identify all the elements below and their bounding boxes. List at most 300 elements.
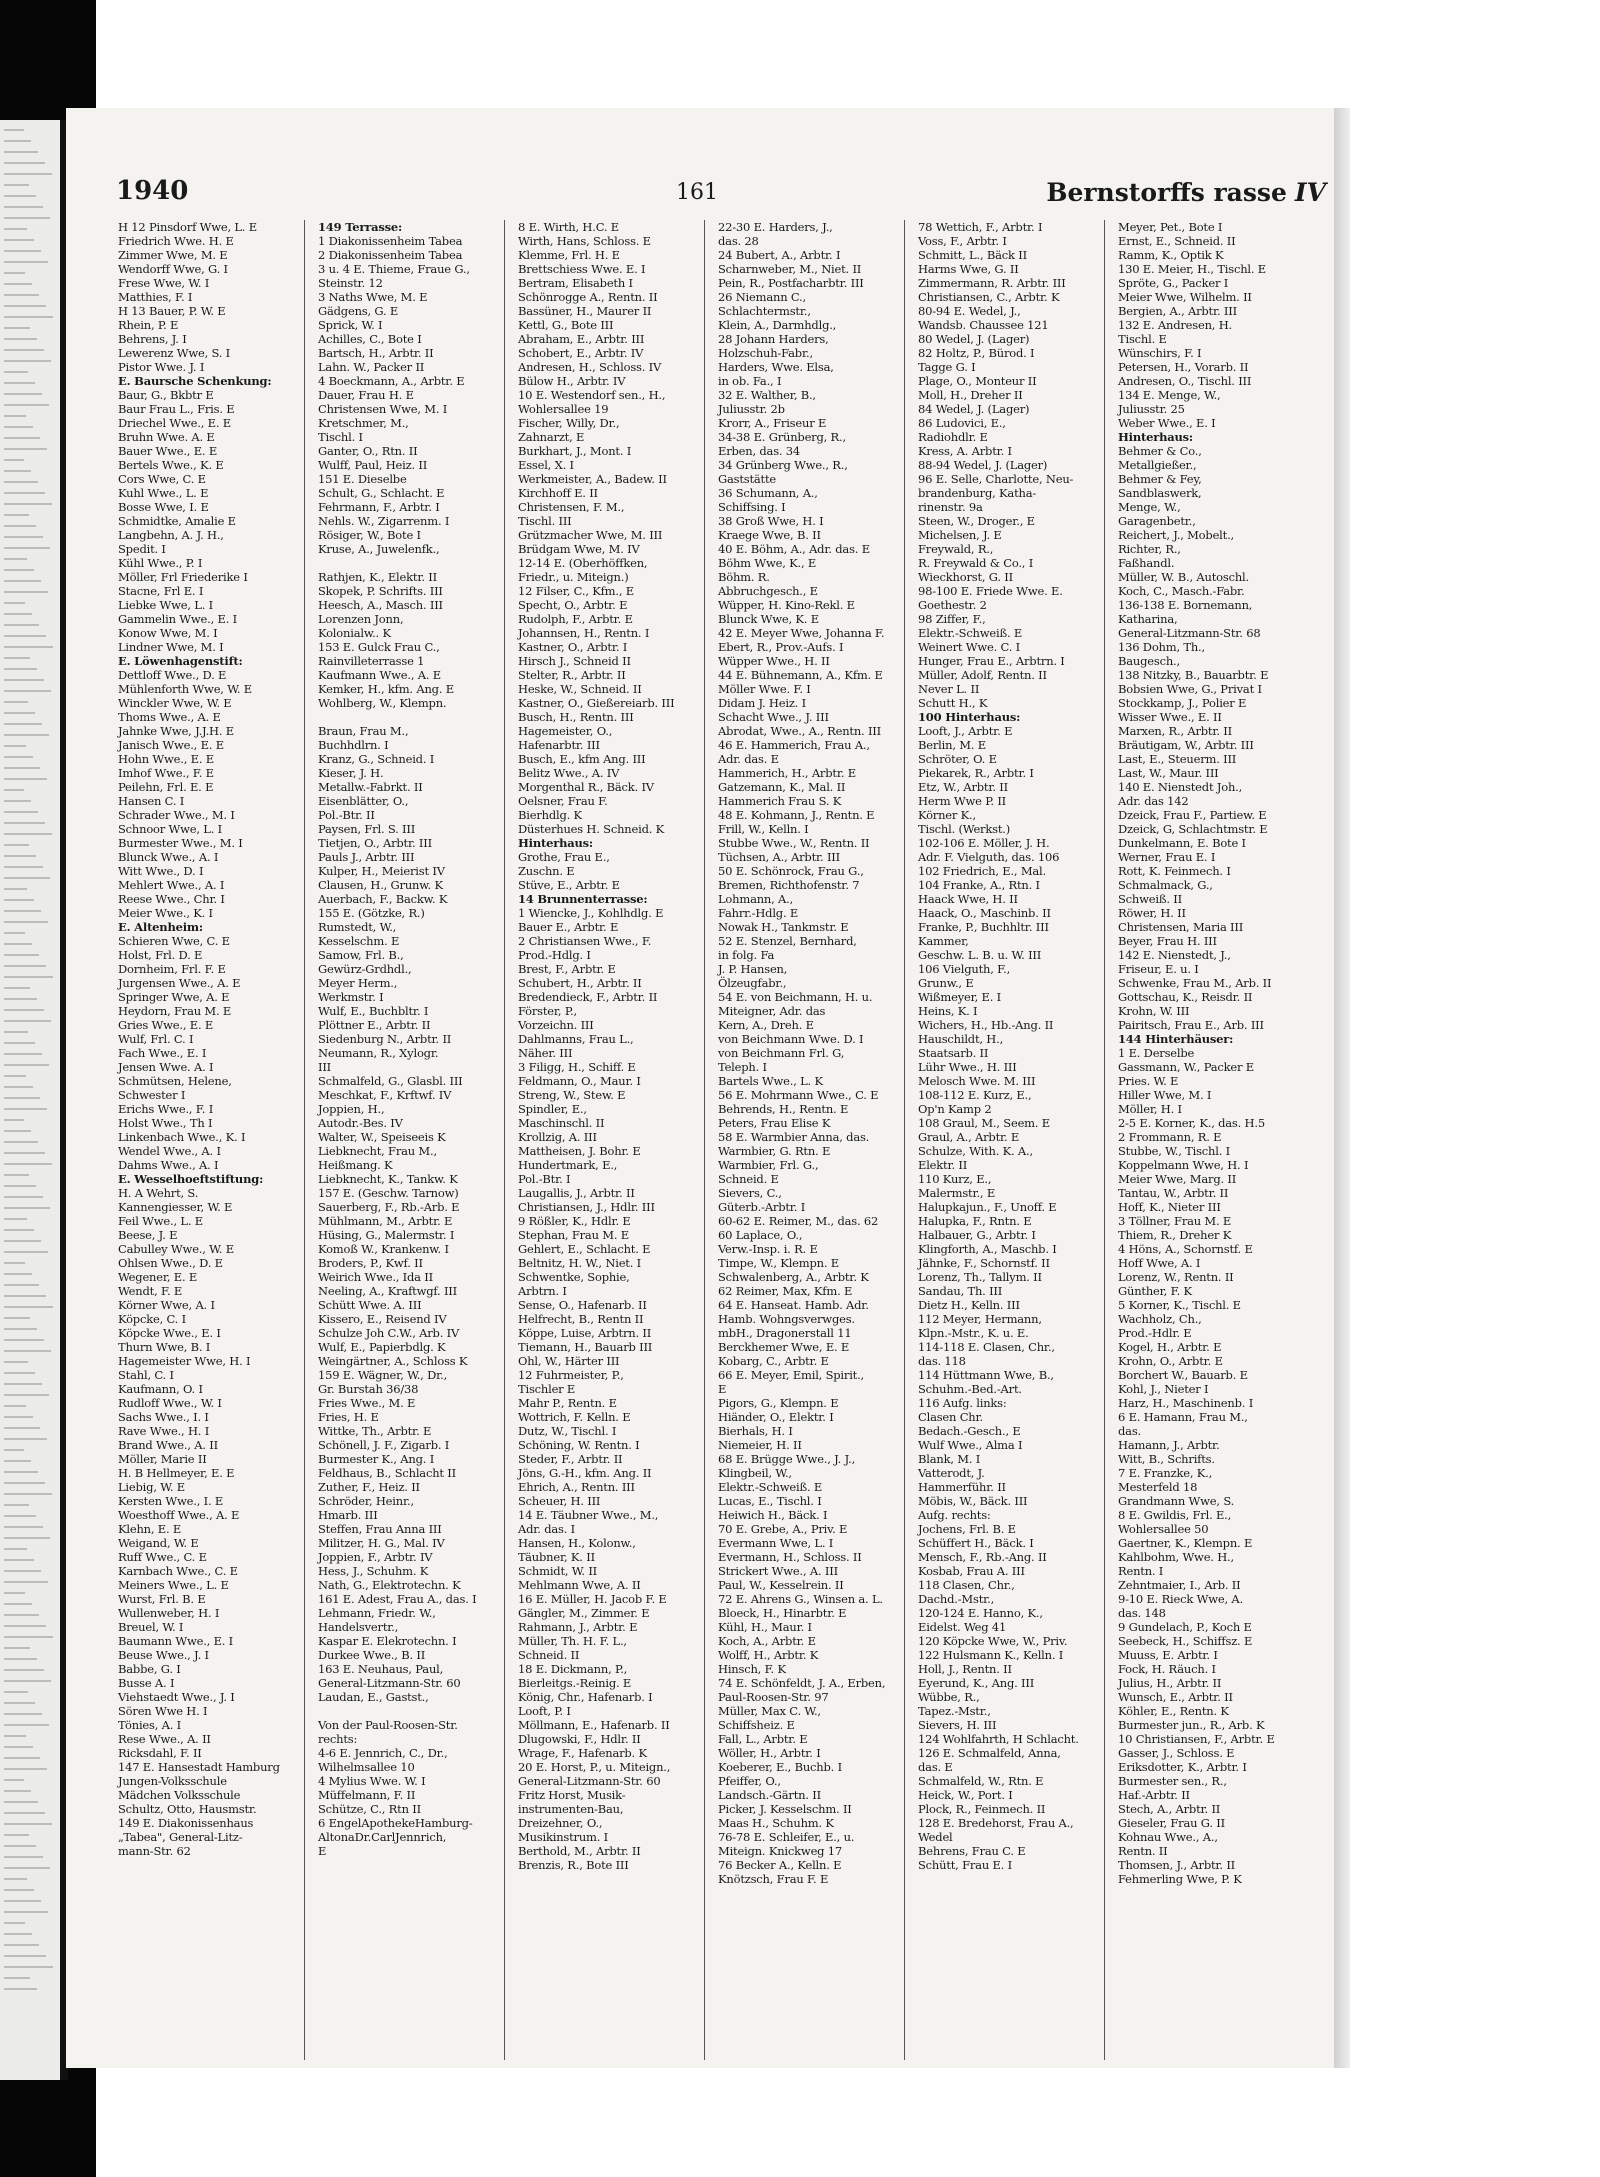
directory-entry: Christensen, Maria III — [1118, 920, 1244, 934]
directory-entry: Gieseler, Frau G. II — [1118, 1816, 1225, 1830]
previous-page-text-line — [4, 140, 31, 142]
previous-page-text-line — [4, 151, 38, 153]
directory-entry: Bremen, Richthofenstr. 7 — [718, 878, 860, 892]
directory-entry: Last, E., Steuerm. III — [1118, 752, 1237, 766]
directory-entry: Schröter, O. E — [918, 752, 997, 766]
previous-page-text-line — [4, 1548, 27, 1550]
previous-page-text-line — [4, 1658, 37, 1660]
previous-page-text-line — [4, 1295, 46, 1297]
directory-entry: Hansen C. I — [118, 794, 185, 808]
previous-page-text-line — [4, 316, 53, 318]
directory-entry: Teleph. I — [718, 1060, 767, 1074]
directory-entry: Steinstr. 12 — [318, 276, 383, 290]
previous-page-text-line — [4, 1867, 50, 1869]
directory-entry: Miteigner, Adr. das — [718, 1004, 826, 1018]
directory-entry: Stubbe Wwe., W., Rentn. II — [718, 836, 870, 850]
directory-entry: Adr. F. Vielguth, das. 106 — [918, 850, 1060, 864]
directory-entry: Maschinschl. II — [518, 1116, 605, 1130]
directory-entry: Rainvilleterrasse 1 — [318, 654, 425, 668]
directory-entry: Friedrich Wwe. H. E — [118, 234, 234, 248]
directory-entry: Ölzeugfabr., — [718, 976, 787, 990]
directory-entry: Miteign. Knickweg 17 — [718, 1844, 843, 1858]
directory-entry: Wöller, H., Arbtr. I — [718, 1746, 821, 1760]
directory-entry: Hansen, H., Kolonw., — [518, 1536, 636, 1550]
directory-entry: Christiansen, C., Arbtr. K — [918, 290, 1060, 304]
previous-page-text-line — [4, 1647, 30, 1649]
directory-entry: Holzschuh-Fabr., — [718, 346, 813, 360]
directory-entry: Hess, J., Schuhm. K — [318, 1564, 429, 1578]
directory-entry: Haack, O., Maschinb. II — [918, 906, 1051, 920]
directory-entry: Pol.-Btr. II — [318, 808, 375, 822]
directory-entry: Steen, W., Droger., E — [918, 514, 1035, 528]
directory-entry: Meier Wwe, Wilhelm. II — [1118, 290, 1252, 304]
directory-entry: 120 Köpcke Wwe, W., Priv. — [918, 1634, 1068, 1648]
previous-page-text-line — [4, 1075, 26, 1077]
directory-entry: Bloeck, H., Hinarbtr. E — [718, 1606, 847, 1620]
previous-page-text-line — [4, 888, 27, 890]
directory-entry: Brenzis, R., Bote III — [518, 1858, 629, 1872]
directory-entry: 6 EngelApothekeHamburg- — [318, 1816, 473, 1830]
directory-entry: Schiffsing. I — [718, 500, 786, 514]
directory-entry: Voss, F., Arbtr. I — [918, 234, 1007, 248]
directory-entry: Spedit. I — [118, 542, 166, 556]
directory-entry: Linkenbach Wwe., K. I — [118, 1130, 246, 1144]
directory-entry: Rhein, P. E — [118, 318, 179, 332]
directory-entry: 3 Naths Wwe, M. E — [318, 290, 428, 304]
directory-entry: 3 Filigg, H., Schiff. E — [518, 1060, 636, 1074]
directory-entry: Behrends, H., Rentn. E — [718, 1102, 849, 1116]
directory-entry: Liebknecht, Frau M., — [318, 1144, 437, 1158]
directory-entry: Skopek, P. Schrifts. III — [318, 584, 443, 598]
directory-entry: Bauer Wwe., E. E — [118, 444, 218, 458]
directory-entry: Buchhdlrn. I — [318, 738, 389, 752]
directory-entry: Rathjen, K., Elektr. II — [318, 570, 437, 584]
directory-entry: Pfeiffer, O., — [718, 1774, 781, 1788]
previous-page-text-line — [4, 129, 24, 131]
directory-entry: Ganter, O., Rtn. II — [318, 444, 418, 458]
previous-page-text-line — [4, 1570, 41, 1572]
directory-entry: Pol.-Btr. I — [518, 1172, 571, 1186]
directory-entry: Wirth, Hans, Schloss. E — [518, 234, 651, 248]
directory-entry: Zehntmaier, I., Arb. II — [1118, 1578, 1241, 1592]
directory-entry: Bierhals, H. I — [718, 1424, 793, 1438]
directory-entry: Wilhelmsallee 10 — [318, 1760, 415, 1774]
directory-entry: Von der Paul-Roosen-Str. — [318, 1718, 458, 1732]
previous-page-text-line — [4, 800, 31, 802]
previous-page-text-line — [4, 1240, 41, 1242]
directory-entry: Jungen-Volksschule — [118, 1774, 227, 1788]
directory-entry: Oelsner, Frau F. — [518, 794, 608, 808]
directory-entry: Specht, O., Arbtr. E — [518, 598, 628, 612]
directory-entry: 28 Johann Harders, — [718, 332, 829, 346]
directory-entry: Wedel — [918, 1830, 953, 1844]
directory-entry: Fall, L., Arbtr. E — [718, 1732, 808, 1746]
directory-entry: Arbtrn. I — [518, 1284, 567, 1298]
header-roman-numeral: IV — [1294, 178, 1326, 207]
directory-entry: Baur Frau L., Fris. E — [118, 402, 235, 416]
directory-entry: Fries, H. E — [318, 1410, 379, 1424]
directory-entry: Gries Wwe., E. E — [118, 1018, 214, 1032]
directory-entry: 110 Kurz, E., — [918, 1172, 992, 1186]
directory-entry: Behmer & Fey, — [1118, 472, 1202, 486]
directory-entry: Herm Wwe P. II — [918, 794, 1007, 808]
directory-entry: Bartels Wwe., L. K — [718, 1074, 823, 1088]
previous-page-text-line — [4, 547, 50, 549]
directory-entry: Wendt, F. E — [118, 1284, 183, 1298]
directory-entry: Rahmann, J., Arbtr. E — [518, 1620, 638, 1634]
directory-entry: Wunsch, E., Arbtr. II — [1118, 1690, 1233, 1704]
directory-entry: Morgenthal R., Bäck. IV — [518, 780, 654, 794]
directory-entry: Fehrmann, F., Arbtr. I — [318, 500, 440, 514]
directory-entry: Wrage, F., Hafenarb. K — [518, 1746, 647, 1760]
directory-entry: Werner, Frau E. I — [1118, 850, 1216, 864]
directory-entry: Feldmann, O., Maur. I — [518, 1074, 641, 1088]
directory-entry: Meiners Wwe., L. E — [118, 1578, 229, 1592]
directory-entry: „Tabea", General-Litz- — [118, 1830, 243, 1844]
directory-entry: Mühlmann, M., Arbtr. E — [318, 1214, 453, 1228]
directory-entry: Warmbier, Frl. G., — [718, 1158, 819, 1172]
directory-entry: Viehstaedt Wwe., J. I — [118, 1690, 235, 1704]
directory-entry — [314, 1704, 504, 1718]
directory-entry: 3 u. 4 E. Thieme, Fraue G., — [318, 262, 470, 276]
directory-entry: Feil Wwe., L. E — [118, 1214, 203, 1228]
directory-entry: Schütze, C., Rtn II — [318, 1802, 421, 1816]
directory-entry: Haf.-Arbtr. II — [1118, 1788, 1190, 1802]
directory-entry: Kohnau Wwe., A., — [1118, 1830, 1218, 1844]
directory-entry: Elektr. II — [918, 1158, 968, 1172]
directory-entry: Elektr.-Schweiß. E — [718, 1480, 823, 1494]
previous-page-text-line — [4, 789, 24, 791]
directory-entry: Weingärtner, A., Schloss K — [318, 1354, 468, 1368]
directory-entry: Grützmacher Wwe, M. III — [518, 528, 663, 542]
directory-entry: Berlin, M. E — [918, 738, 986, 752]
directory-entry: Jahnke Wwe, J.J.H. E — [118, 724, 234, 738]
directory-entry: Möller, Marie II — [118, 1452, 207, 1466]
directory-page — [66, 108, 1334, 2068]
directory-entry: 38 Groß Wwe, H. I — [718, 514, 824, 528]
directory-entry: Jöns, G.-H., kfm. Ang. II — [518, 1466, 652, 1480]
directory-entry: 72 E. Ahrens G., Winsen a. L. — [718, 1592, 883, 1606]
previous-page-text-line — [4, 173, 52, 175]
directory-entry: 54 E. von Beichmann, H. u. — [718, 990, 873, 1004]
previous-page-text-line — [4, 349, 44, 351]
directory-entry: Sievers, H. III — [918, 1718, 997, 1732]
directory-entry: Tischl. I — [318, 430, 363, 444]
directory-entry: Kannengiesser, W. E — [118, 1200, 233, 1214]
directory-entry: 102 Friedrich, E., Mal. — [918, 864, 1046, 878]
directory-entry: AltonaDr.CarlJennrich, — [318, 1830, 447, 1844]
directory-entry: Körner Wwe, A. I — [118, 1298, 215, 1312]
directory-entry: Kieser, J. H. — [318, 766, 384, 780]
directory-entry: Essel, X. I — [518, 458, 574, 472]
directory-entry: Feldhaus, B., Schlacht II — [318, 1466, 456, 1480]
directory-entry: Steder, F., Arbtr. II — [518, 1452, 623, 1466]
directory-entry: Eyerund, K., Ang. III — [918, 1676, 1035, 1690]
directory-entry: Zuther, F., Heiz. II — [318, 1480, 420, 1494]
previous-page-text-line — [4, 1537, 50, 1539]
directory-entry: Steffen, Frau Anna III — [318, 1522, 442, 1536]
directory-entry: 9 Gundelach, P., Koch E — [1118, 1620, 1252, 1634]
previous-page-text-line — [4, 1130, 31, 1132]
column-1 — [114, 220, 305, 2060]
directory-entry: Krorr, A., Friseur E — [718, 416, 827, 430]
section-heading: Hinterhaus: — [518, 836, 593, 850]
directory-entry: Wulf Wwe., Alma I — [918, 1438, 1023, 1452]
section-heading: 14 Brunnenterrasse: — [518, 892, 648, 906]
directory-entry: Neumann, R., Xylogr. — [318, 1046, 439, 1060]
directory-entry: Gottschau, K., Reisdr. II — [1118, 990, 1253, 1004]
directory-entry: Schneid. E — [718, 1172, 779, 1186]
section-heading: E. Baursche Schenkung: — [118, 374, 272, 388]
directory-entry: Köhler, E., Rentn. K — [1118, 1704, 1229, 1718]
directory-entry: 9 Rößler, K., Hdlr. E — [518, 1214, 631, 1228]
section-heading: E. Wesselhoeftstiftung: — [118, 1172, 264, 1186]
directory-entry: Meyer Herm., — [318, 976, 398, 990]
directory-entry: Kobarg, C., Arbtr. E — [718, 1354, 829, 1368]
previous-page-text-line — [4, 1020, 51, 1022]
directory-entry: Borchert W., Bauarb. E — [1118, 1368, 1248, 1382]
directory-entry: Grunw., E — [918, 976, 974, 990]
directory-entry: Scharnweber, M., Niet. II — [718, 262, 862, 276]
directory-entry: Schmidtke, Amalie E — [118, 514, 236, 528]
section-heading: 144 Hinterhäuser: — [1118, 1032, 1234, 1046]
directory-entry: Wandsb. Chaussee 121 — [918, 318, 1049, 332]
directory-entry: Wendorff Wwe, G. I — [118, 262, 228, 276]
directory-entry: Landsch.-Gärtn. II — [718, 1788, 821, 1802]
directory-entry: Abraham, E., Arbtr. III — [518, 332, 645, 346]
previous-page-text-line — [4, 965, 46, 967]
directory-entry: Thoms Wwe., A. E — [118, 710, 221, 724]
directory-entry: Rese Wwe., A. II — [118, 1732, 211, 1746]
directory-entry: Pries. W. E — [1118, 1074, 1179, 1088]
previous-page-text-line — [4, 1702, 35, 1704]
directory-entry: Koch, C., Masch.-Fabr. — [1118, 584, 1245, 598]
directory-entry: 147 E. Hansestadt Hamburg — [118, 1760, 280, 1774]
directory-entry: Hinsch, F. K — [718, 1662, 786, 1676]
directory-entry: 98-100 E. Friede Wwe. E. — [918, 584, 1063, 598]
directory-entry: Schmalfeld, G., Glasbl. III — [318, 1074, 463, 1088]
previous-page-text-line — [4, 1427, 40, 1429]
directory-entry: Kemker, H., kfm. Ang. E — [318, 682, 454, 696]
directory-entry: Hunger, Frau E., Arbtrn. I — [918, 654, 1065, 668]
previous-page-text-line — [4, 1053, 42, 1055]
directory-entry: 155 E. (Götzke, R.) — [318, 906, 425, 920]
directory-entry: Verw.-Insp. i. R. E — [718, 1242, 818, 1256]
directory-entry: Aufg. rechts: — [918, 1508, 991, 1522]
directory-entry: Heesch, A., Masch. III — [318, 598, 443, 612]
directory-entry: Lindner Wwe, M. I — [118, 640, 224, 654]
directory-entry: Evermann Wwe, L. I — [718, 1536, 834, 1550]
directory-entry: Wulf, E., Buchbltr. I — [318, 1004, 429, 1018]
directory-entry: 24 Bubert, A., Arbtr. I — [718, 248, 841, 262]
directory-entry: mann-Str. 62 — [118, 1844, 191, 1858]
directory-entry: Schnoor Wwe, L. I — [118, 822, 223, 836]
directory-entry: Petersen, H., Vorarb. II — [1118, 360, 1249, 374]
directory-entry: Musikinstrum. I — [518, 1830, 608, 1844]
previous-page-text-line — [4, 1977, 30, 1979]
directory-entry: 157 E. (Geschw. Tarnow) — [318, 1186, 459, 1200]
directory-entry: Kulper, H., Meierist IV — [318, 864, 445, 878]
directory-entry: 118 Clasen, Chr., — [918, 1578, 1015, 1592]
directory-entry: Weinert Wwe. C. I — [918, 640, 1020, 654]
previous-page-text-line — [4, 1889, 34, 1891]
directory-entry: Fischer, Willy, Dr., — [518, 416, 620, 430]
directory-entry: Jochens, Frl. B. E — [918, 1522, 1016, 1536]
directory-entry: Kühl Wwe., P. I — [118, 556, 203, 570]
directory-entry: Lühr Wwe., H. III — [918, 1060, 1017, 1074]
directory-entry: Staatsarb. II — [918, 1046, 989, 1060]
directory-entry: Didam J. Heiz. I — [718, 696, 806, 710]
directory-entry: Kretschmer, M., — [318, 416, 409, 430]
directory-entry: Kuhl Wwe., L. E — [118, 486, 209, 500]
directory-entry: General-Litzmann-Str. 60 — [318, 1676, 461, 1690]
directory-entry: Konow Wwe, M. I — [118, 626, 218, 640]
directory-entry: Rentn. I — [1118, 1564, 1164, 1578]
section-heading: 100 Hinterhaus: — [918, 710, 1021, 724]
directory-entry: Klingbeil, W., — [718, 1466, 792, 1480]
previous-page-text-line — [4, 327, 30, 329]
directory-entry: Joppien, F., Arbtr. IV — [318, 1550, 433, 1564]
directory-entry: Mensch, F., Rb.-Ang. II — [918, 1550, 1047, 1564]
previous-page-text-line — [4, 1317, 30, 1319]
directory-entry: Pein, R., Postfacharbtr. III — [718, 276, 864, 290]
directory-entry: Heins, K. I — [918, 1004, 978, 1018]
directory-entry: 8 E. Gwildis, Frl. E., — [1118, 1508, 1232, 1522]
directory-entry: Kranz, G., Schneid. I — [318, 752, 435, 766]
section-heading: E. Löwenhagenstift: — [118, 654, 243, 668]
directory-entry: Heske, W., Schneid. II — [518, 682, 642, 696]
previous-page-text-line — [4, 162, 45, 164]
directory-entry: 18 E. Dickmann, P., — [518, 1662, 628, 1676]
directory-entry: Langbehn, A. J. H., — [118, 528, 224, 542]
previous-page-text-line — [4, 1119, 24, 1121]
directory-entry: Schulze, With. K. A., — [918, 1144, 1033, 1158]
directory-entry: Schieren Wwe, C. E — [118, 934, 230, 948]
column-5 — [914, 220, 1105, 2060]
previous-page-text-line — [4, 1933, 32, 1935]
previous-page-text-line — [4, 404, 49, 406]
previous-page-text-line — [4, 1559, 34, 1561]
directory-entry: Knötzsch, Frau F. E — [718, 1872, 829, 1886]
directory-entry: Woesthoff Wwe., A. E — [118, 1508, 240, 1522]
directory-entry: Förster, P., — [518, 1004, 577, 1018]
directory-entry: Kosbab, Frau A. III — [918, 1564, 1025, 1578]
directory-entry: Goethestr. 2 — [918, 598, 987, 612]
directory-entry: Breuel, W. I — [118, 1620, 184, 1634]
previous-page-text-line — [4, 899, 34, 901]
directory-entry: 128 E. Bredehorst, Frau A., — [918, 1816, 1074, 1830]
directory-entry: 163 E. Neuhaus, Paul, — [318, 1662, 444, 1676]
directory-entry: Zimmer Wwe, M. E — [118, 248, 228, 262]
directory-entry: Plage, O., Monteur II — [918, 374, 1037, 388]
directory-entry: Ohlsen Wwe., D. E — [118, 1256, 223, 1270]
directory-entry: Wittke, Th., Arbtr. E — [318, 1424, 432, 1438]
directory-entry: Täubner, K. II — [518, 1550, 595, 1564]
directory-entry: Bertels Wwe., K. E — [118, 458, 224, 472]
previous-page-text-line — [4, 448, 47, 450]
directory-entry: Schwester I — [118, 1088, 186, 1102]
directory-entry: Militzer, H. G., Mal. IV — [318, 1536, 445, 1550]
directory-entry: Maas H., Schuhm. K — [718, 1816, 834, 1830]
directory-entry: Bruhn Wwe. A. E — [118, 430, 215, 444]
previous-page-text-line — [4, 767, 40, 769]
directory-entry: Möller Wwe. F. I — [718, 682, 811, 696]
directory-entry: Andresen, H., Schloss. IV — [518, 360, 662, 374]
directory-entry: Sandau, Th. III — [918, 1284, 1003, 1298]
column-2 — [314, 220, 505, 2060]
directory-entry: Schultz, Otto, Hausmstr. — [118, 1802, 257, 1816]
directory-entry: Andresen, O., Tischl. III — [1118, 374, 1252, 388]
directory-entry: Kohl, J., Nieter I — [1118, 1382, 1209, 1396]
directory-entry: Blunck Wwe, K. E — [718, 612, 819, 626]
previous-page-text-line — [4, 1064, 49, 1066]
directory-entry: 56 E. Mohrmann Wwe., C. E — [718, 1088, 879, 1102]
directory-entry: Vorzeichn. III — [518, 1018, 594, 1032]
directory-entry: Hundertmark, E., — [518, 1158, 618, 1172]
directory-entry: Freywald, R., — [918, 542, 994, 556]
directory-entry: Cabulley Wwe., W. E — [118, 1242, 234, 1256]
directory-entry: Muuss, E. Arbtr. I — [1118, 1648, 1218, 1662]
directory-entry: Schröder, Heinr., — [318, 1494, 414, 1508]
directory-entry: 74 E. Schönfeldt, J. A., Erben, — [718, 1676, 886, 1690]
directory-entry: Näher. III — [518, 1046, 573, 1060]
previous-page-text-line — [4, 569, 34, 571]
directory-entry: 76-78 E. Schleifer, E., u. — [718, 1830, 855, 1844]
directory-entry: Melosch Wwe. M. III — [918, 1074, 1036, 1088]
previous-page-text-line — [4, 668, 37, 670]
directory-entry: Sandblaswerk, — [1118, 486, 1202, 500]
previous-page-text-line — [4, 382, 35, 384]
directory-entry: Bierleitgs.-Reinig. E — [518, 1676, 632, 1690]
directory-entry: Tagge G. I — [918, 360, 976, 374]
directory-entry: 136-138 E. Bornemann, — [1118, 598, 1253, 612]
directory-entry: Kaufmann, O. I — [118, 1382, 203, 1396]
directory-entry: Holst, Frl. D. E — [118, 948, 203, 962]
previous-page-text-line — [4, 558, 27, 560]
previous-page-text-line — [4, 1669, 44, 1671]
directory-entry: 82 Holtz, P., Bürod. I — [918, 346, 1035, 360]
directory-entry: Mattheisen, J. Bohr. E — [518, 1144, 641, 1158]
directory-entry: 102-106 E. Möller, J. H. — [918, 836, 1050, 850]
directory-entry: Friseur, E. u. I — [1118, 962, 1199, 976]
directory-entry: 50 E. Schönrock, Frau G., — [718, 864, 864, 878]
previous-page-text-line — [4, 932, 25, 934]
previous-page-text-line — [4, 723, 42, 725]
directory-entry: Klein, A., Darmhdlg., — [718, 318, 837, 332]
directory-entry: Mädchen Volksschule — [118, 1788, 241, 1802]
directory-entry: General-Litzmann-Str. 68 — [1118, 626, 1261, 640]
previous-page-text-line — [4, 1603, 32, 1605]
directory-entry — [314, 556, 504, 570]
directory-entry: Dettloff Wwe., D. E — [118, 668, 227, 682]
directory-entry: 140 E. Nienstedt Joh., — [1118, 780, 1243, 794]
directory-entry: das. 28 — [718, 234, 759, 248]
directory-entry: Looft, J., Arbtr. E — [918, 724, 1013, 738]
directory-entry: Schiffsheiz. E — [718, 1718, 795, 1732]
directory-entry: 46 E. Hammerich, Frau A., — [718, 738, 870, 752]
header-year: 1940 — [116, 176, 189, 206]
directory-entry: Julius, H., Arbtr. II — [1118, 1676, 1222, 1690]
directory-entry: Abrodat, Wwe., A., Rentn. III — [718, 724, 881, 738]
previous-page-text-line — [4, 1955, 46, 1957]
directory-entry: Schönell, J. F., Zigarb. I — [318, 1438, 450, 1452]
directory-entry: Piekarek, R., Arbtr. I — [918, 766, 1034, 780]
directory-entry: in ob. Fa., I — [718, 374, 782, 388]
directory-entry: Dreizehner, O., — [518, 1816, 603, 1830]
directory-entry: von Beichmann Wwe. D. I — [718, 1032, 864, 1046]
directory-entry: Juliusstr. 25 — [1118, 402, 1185, 416]
directory-entry: Richter, R., — [1118, 542, 1181, 556]
